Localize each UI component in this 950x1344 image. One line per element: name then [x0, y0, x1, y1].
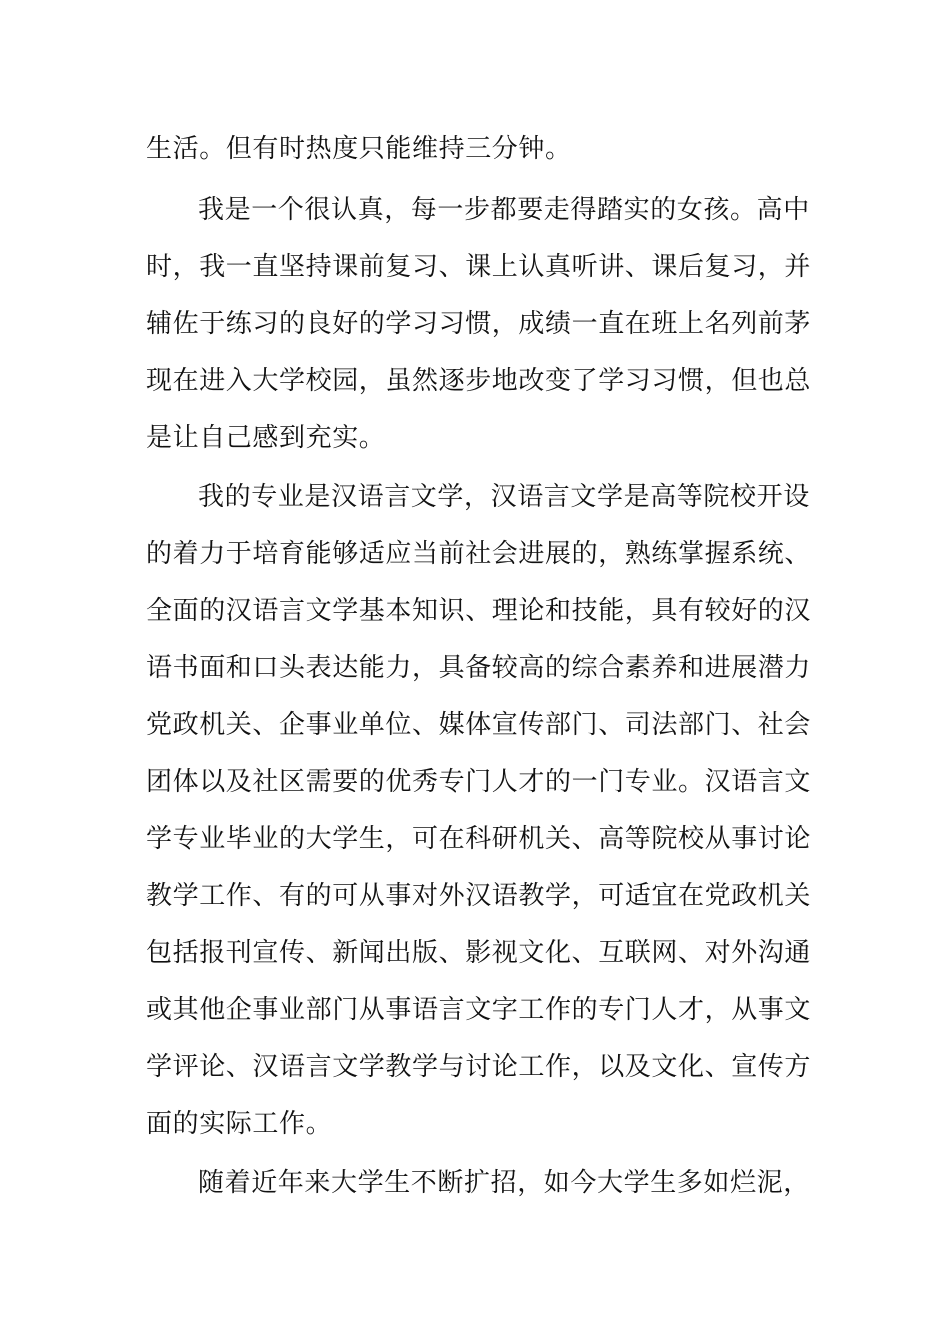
text-line: 或其他企事业部门从事语言文字工作的专门人才，从事文: [146, 995, 812, 1025]
text-line: 学专业毕业的大学生，可在科研机关、高等院校从事讨论: [146, 824, 812, 854]
text-line: 我是一个很认真，每一步都要走得踏实的女孩。高中: [198, 195, 810, 225]
text-line: 党政机关、企事业单位、媒体宣传部门、司法部门、社会: [146, 710, 812, 740]
text-line: 全面的汉语言文学基本知识、理论和技能，具有较好的汉: [146, 596, 812, 626]
text-line: 包括报刊宣传、新闻出版、影视文化、互联网、对外沟通: [146, 938, 812, 968]
text-line: 学评论、汉语言文学教学与讨论工作，以及文化、宣传方: [146, 1052, 812, 1082]
text-line: 是让自己感到充实。: [146, 423, 386, 453]
text-line: 随着近年来大学生不断扩招，如今大学生多如烂泥，: [198, 1168, 810, 1198]
text-line: 语书面和口头表达能力，具备较高的综合素养和进展潜力: [146, 653, 812, 683]
text-line: 教学工作、有的可从事对外汉语教学，可适宜在党政机关: [146, 881, 812, 911]
text-line: 现在进入大学校园，虽然逐步地改变了学习习惯，但也总: [146, 366, 812, 396]
text-line: 辅佐于练习的良好的学习习惯，成绩一直在班上名列前茅: [146, 309, 812, 339]
text-line: 团体以及社区需要的优秀专门人才的一门专业。汉语言文: [146, 767, 812, 797]
text-line: 生活。但有时热度只能维持三分钟。: [146, 134, 572, 164]
text-line: 面的实际工作。: [146, 1109, 333, 1139]
text-line: 时，我一直坚持课前复习、课上认真听讲、课后复习，并: [146, 252, 812, 282]
text-line: 的着力于培育能够适应当前社会进展的，熟练掌握系统、: [146, 539, 812, 569]
text-line: 我的专业是汉语言文学，汉语言文学是高等院校开设: [198, 482, 810, 512]
